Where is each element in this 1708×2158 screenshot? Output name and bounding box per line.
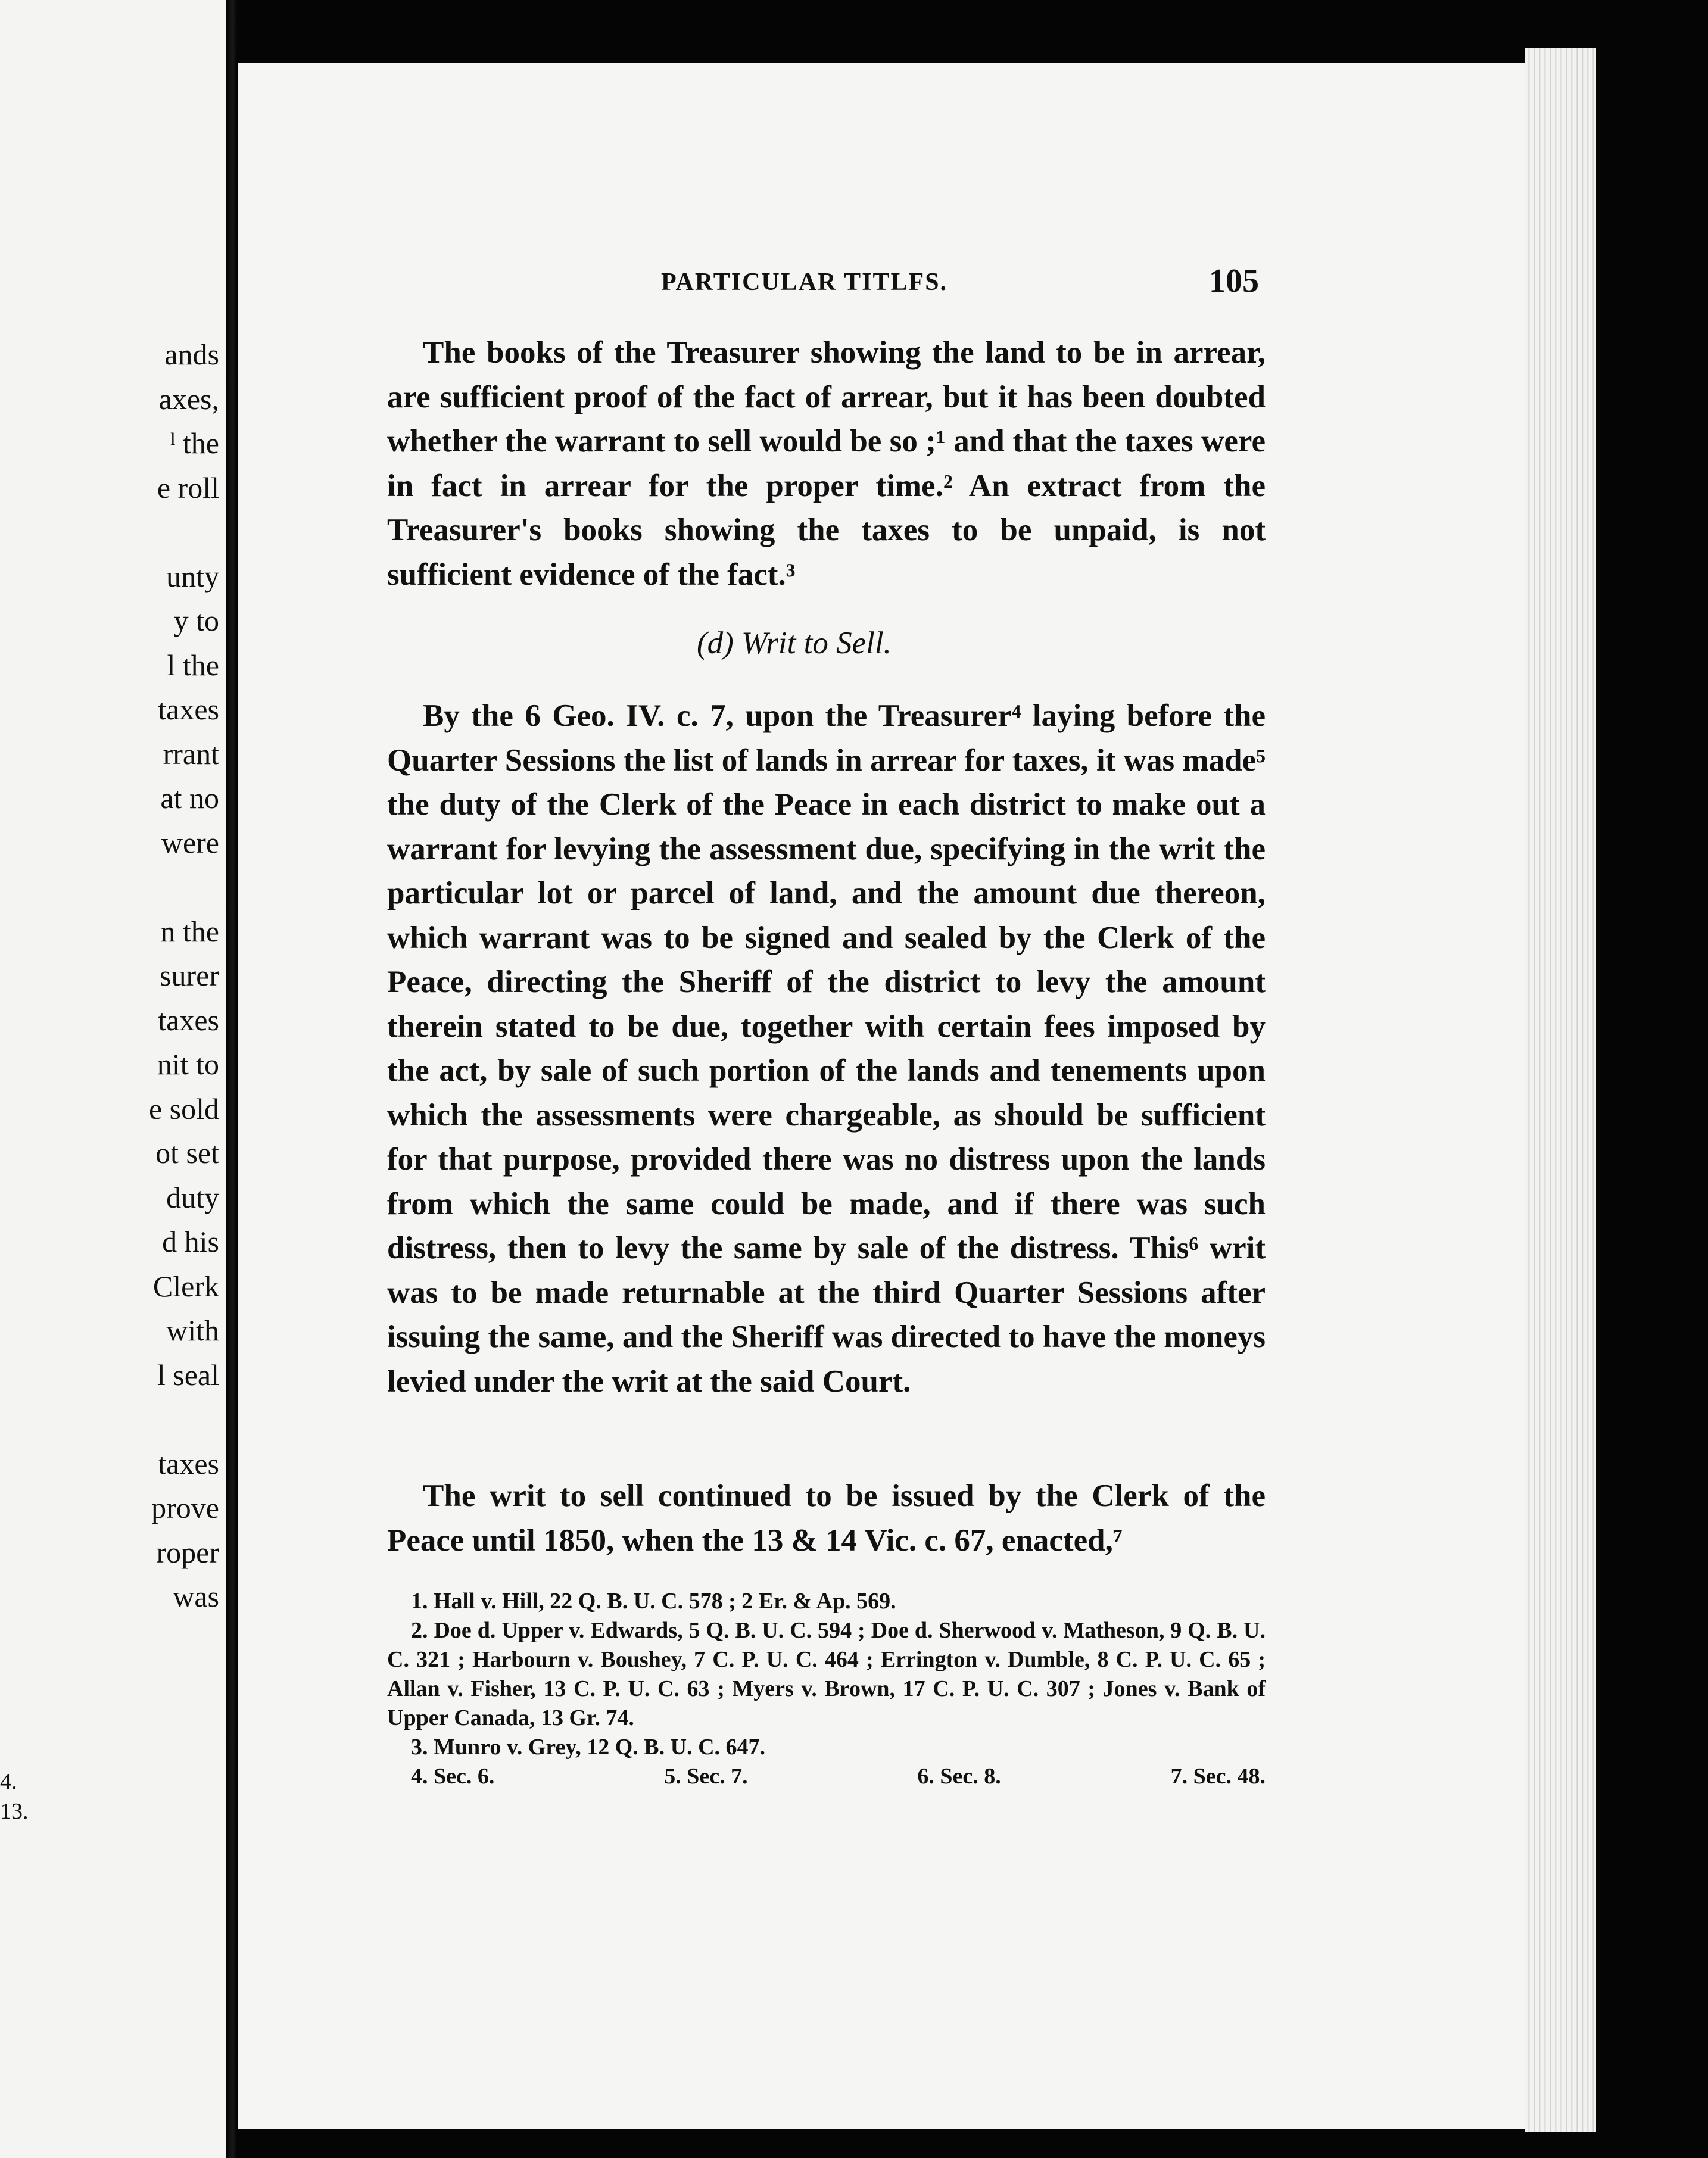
left-page-line: e sold xyxy=(148,1092,219,1125)
left-page-line: rrant xyxy=(163,737,219,771)
left-page-line: e roll xyxy=(157,470,219,504)
page-number: 105 xyxy=(1209,263,1259,300)
left-page-footnote: 4. xyxy=(0,1769,17,1794)
left-page-line: nit to xyxy=(157,1047,219,1081)
footnote-3: 3. Munro v. Grey, 12 Q. B. U. C. 647. xyxy=(411,1735,766,1760)
footnote-1: 1. Hall v. Hill, 22 Q. B. U. C. 578 ; 2 Er. & Ap. 569. xyxy=(411,1589,896,1614)
left-page-line: taxes xyxy=(158,693,219,726)
left-page-line: was xyxy=(173,1580,219,1613)
page-edges xyxy=(1525,48,1596,2132)
footnote-7: 7. Sec. 48. xyxy=(1170,1764,1266,1789)
left-page-line: with xyxy=(166,1314,219,1347)
left-page-line: at no xyxy=(160,781,219,815)
left-page-line: ands xyxy=(164,338,219,371)
footnote-6: 6. Sec. 8. xyxy=(917,1764,1001,1789)
paragraph-2-text: By the 6 Geo. IV. c. 7, upon the Treasurer⁴ laying before the Quarter Sessions the list of lands in arrear for taxes, it was made⁵ the duty of the Clerk of the Peace in each district to make out a warrant for levying the assessment due, specifying in the writ the particular lot or parcel of land, and the amount due thereon, which warrant was to be signed and sealed by the Clerk of the Peace, directing the Sheriff of the district to levy the amount therein stated to be due, together with certain fees imposed by the act, by sale of such portion of the lands and tenements upon which the assessments were chargeable, as should be sufficient for that purpose, provided there was no distress upon the lands from which the same could be made, and if there was such distress, then to levy the same by sale of the distress. This⁶ writ was to be made returnable at the third Quarter Sessions after issuing the same, and the Sheriff was directed to have the moneys levied under the writ at the said Court. xyxy=(387,698,1266,1399)
left-page-line: roper xyxy=(156,1535,219,1569)
left-page-line: prove xyxy=(151,1491,219,1524)
paragraph-1-text: The books of the Treasurer showing the land to be in arrear, are sufficient proof of the fact of arrear, but it has been doubted whether the warrant to sell would be so ;¹ and that the taxes were in fact in arrear for the proper time.² An extract from the Treasurer's books showing the taxes to be unpaid, is not sufficient evidence of the fact.³ xyxy=(387,335,1266,592)
footnote-4: 4. Sec. 6. xyxy=(411,1764,495,1789)
left-page-footnote: 13. xyxy=(0,1799,29,1824)
left-page xyxy=(0,0,226,2158)
left-page-line: y to xyxy=(173,604,219,637)
left-page-line: l the xyxy=(167,648,219,682)
footnote-5: 5. Sec. 7. xyxy=(664,1764,748,1789)
paragraph-2 xyxy=(387,694,1266,1404)
paragraph-3-text: The writ to sell continued to be issued by the Clerk of the Peace until 1850, when the 13 & 14 Vic. c. 67, enacted,⁷ xyxy=(387,1479,1266,1558)
left-page-line: n the xyxy=(160,914,219,948)
left-page-line: taxes xyxy=(158,1446,219,1480)
left-page-line: axes, xyxy=(158,382,219,416)
left-page-line: d his xyxy=(162,1225,219,1258)
left-page-line: ˡ the xyxy=(170,426,219,460)
left-page-line: surer xyxy=(160,959,219,992)
paragraph-1 xyxy=(387,330,1266,597)
left-page-line: duty xyxy=(166,1180,219,1214)
left-page-line: Clerk xyxy=(152,1269,219,1303)
footnote-row xyxy=(387,1762,1266,1791)
footnotes xyxy=(387,1587,1266,1791)
paragraph-3 xyxy=(387,1474,1266,1563)
book-spine xyxy=(226,0,238,2158)
left-page-line: were xyxy=(161,825,219,859)
footnote-2: 2. Doe d. Upper v. Edwards, 5 Q. B. U. C. 594 ; Doe d. Sherwood v. Matheson, 9 Q. B. U. C. 321 ; Harbourn v. Boushey, 7 C. P. U. C. 464 ; Errington v. Dumble, 8 C. P. U. C. 65 ; Allan v. Fisher, 13 C. P. U. C. 63 ; Myers v. Brown, 17 C. P. U. C. 307 ; Jones v. Bank of Upper Canada, 13 Gr. 74. xyxy=(387,1618,1266,1730)
running-head: PARTICULAR TITLFS. xyxy=(661,269,948,296)
left-page-line: taxes xyxy=(158,1003,219,1037)
section-heading: (d) Writ to Sell. xyxy=(697,626,892,660)
left-page-line: l seal xyxy=(157,1358,219,1392)
left-page-line: unty xyxy=(166,559,219,593)
left-page-line: ot set xyxy=(155,1136,219,1170)
